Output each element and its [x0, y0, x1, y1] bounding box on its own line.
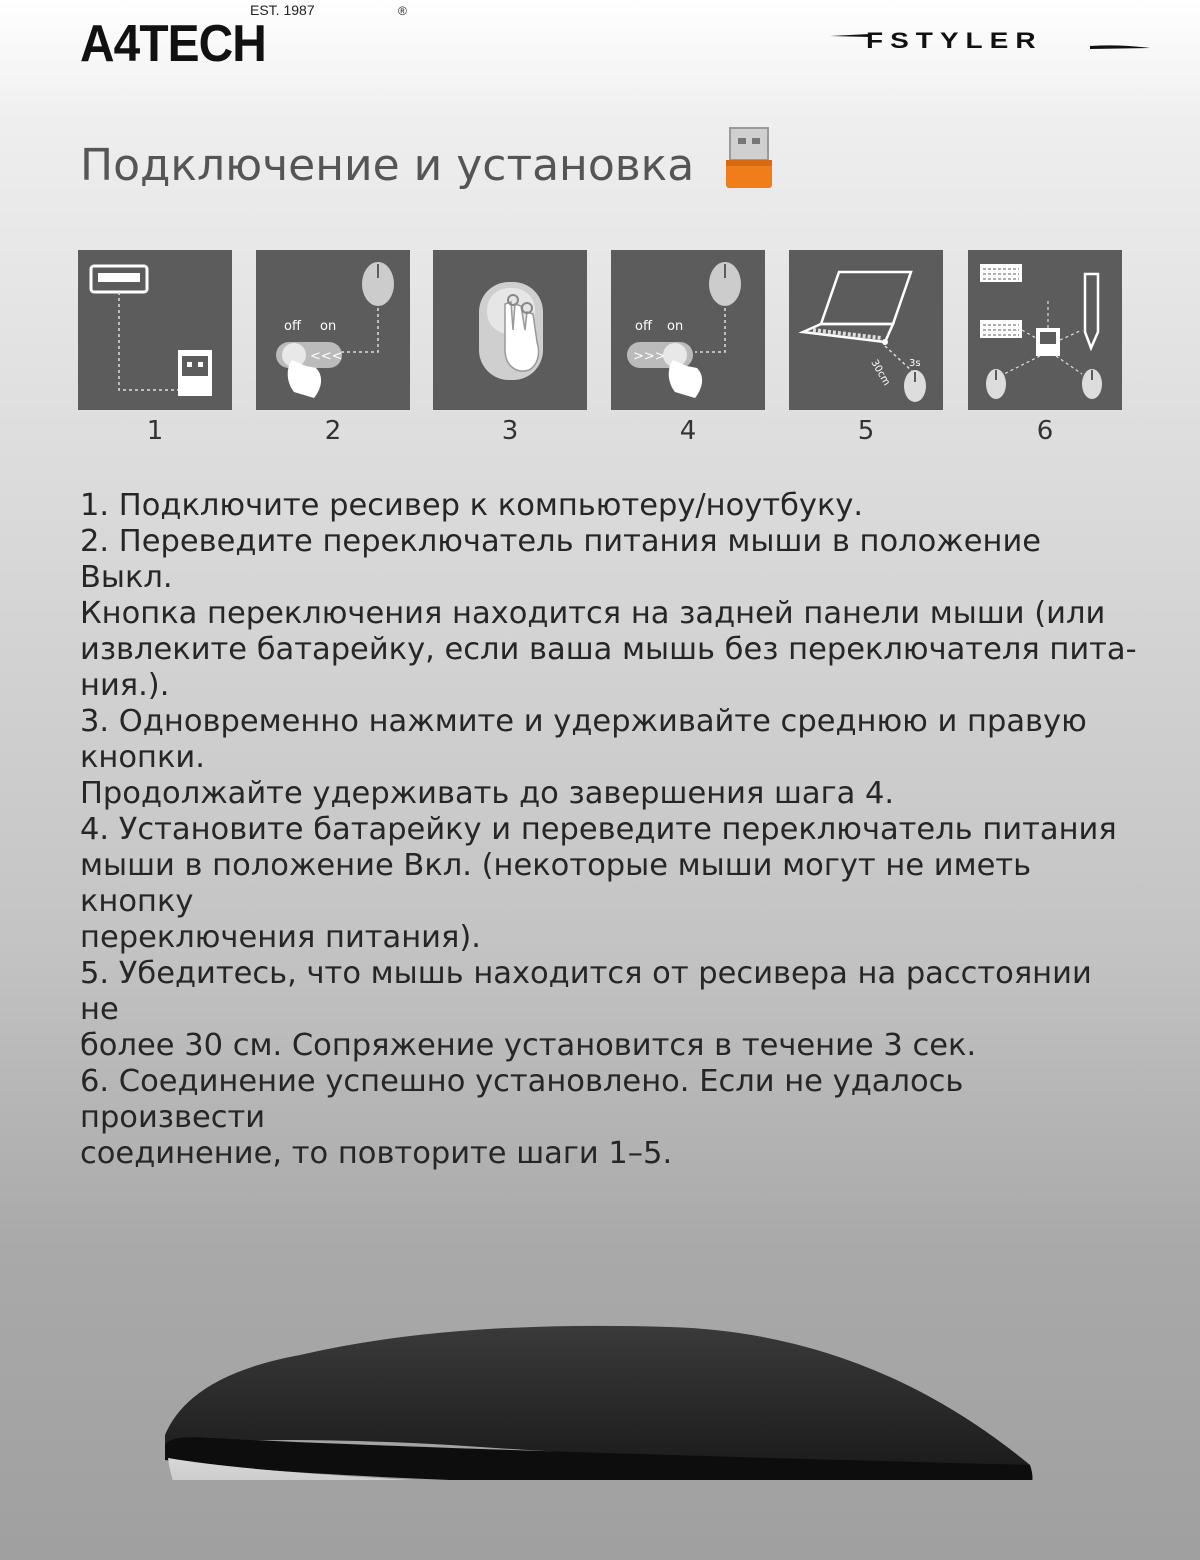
instruction-line: Продолжайте удерживать до завершения шага 4.	[80, 776, 895, 811]
page-title: Подключение и установка	[80, 140, 695, 191]
instruction-line: более 30 см. Сопряжение установится в течение 3 сек.	[80, 1028, 977, 1063]
svg-text:on: on	[320, 319, 337, 334]
instruction-line: 2. Переведите переключатель питания мыши в положение Выкл.	[80, 524, 1042, 595]
svg-text:>>>: >>>	[633, 349, 666, 364]
instruction-line: соединение, то повторите шаги 1–5.	[80, 1136, 673, 1171]
logo-wordmark: A4TECH	[80, 15, 266, 73]
step-1	[78, 250, 232, 446]
step-number: 2	[324, 416, 342, 446]
usb-port-receiver-icon	[78, 250, 232, 410]
instructions-text	[80, 488, 1140, 1172]
svg-text:off: off	[635, 319, 652, 334]
mouse-product-image	[150, 1210, 1050, 1480]
svg-text:30cm: 30cm	[868, 358, 892, 388]
step-number: 1	[146, 416, 164, 446]
step-3	[433, 250, 587, 446]
step-5	[789, 250, 943, 446]
instruction-line: Кнопка переключения находится на задней панели мыши (или	[80, 596, 1106, 631]
step-number: 3	[501, 416, 519, 446]
instruction-line: 5. Убедитесь, что мышь находится от ресивера на расстоянии не	[80, 956, 1092, 1027]
logo-est: EST. 1987	[250, 2, 315, 18]
svg-text:on: on	[667, 319, 684, 334]
instruction-line: кнопки.	[80, 740, 205, 775]
instruction-line: 1. Подключите ресивер к компьютеру/ноутбуку.	[80, 488, 864, 523]
instruction-line: мыши в положение Вкл. (некоторые мыши могут не иметь кнопку	[80, 848, 1032, 919]
power-switch-on-icon	[611, 250, 765, 410]
logo-registered-mark: ®	[398, 4, 407, 18]
usb-receiver-icon	[720, 126, 778, 190]
fstyler-wordmark: FSTYLER	[866, 28, 1043, 53]
step-6	[968, 250, 1122, 446]
step-2	[256, 250, 410, 446]
step-number: 5	[857, 416, 875, 446]
svg-text:<<<: <<<	[310, 349, 343, 364]
setup-steps	[78, 250, 1124, 450]
svg-text:3s: 3s	[909, 358, 921, 369]
connected-devices-icon	[968, 250, 1122, 410]
instruction-line: извлеките батарейку, если ваша мышь без переключателя пита-	[80, 632, 1137, 667]
svg-text:off: off	[284, 319, 301, 334]
instruction-line: 3. Одновременно нажмите и удерживайте среднюю и правую	[80, 704, 1087, 739]
instruction-line: 4. Установите батарейку и переведите переключатель питания	[80, 812, 1117, 847]
fstyler-logo	[830, 26, 1150, 56]
instruction-line: 6. Соединение успешно установлено. Если не удалось произвести	[80, 1064, 964, 1135]
instruction-line: переключения питания).	[80, 920, 481, 955]
step-4	[611, 250, 765, 446]
laptop-distance-icon	[789, 250, 943, 410]
step-number: 4	[679, 416, 697, 446]
press-mouse-buttons-icon	[433, 250, 587, 410]
step-number: 6	[1036, 416, 1054, 446]
instruction-line: ния.).	[80, 668, 170, 703]
a4tech-logo	[80, 0, 407, 73]
power-switch-off-icon	[256, 250, 410, 410]
